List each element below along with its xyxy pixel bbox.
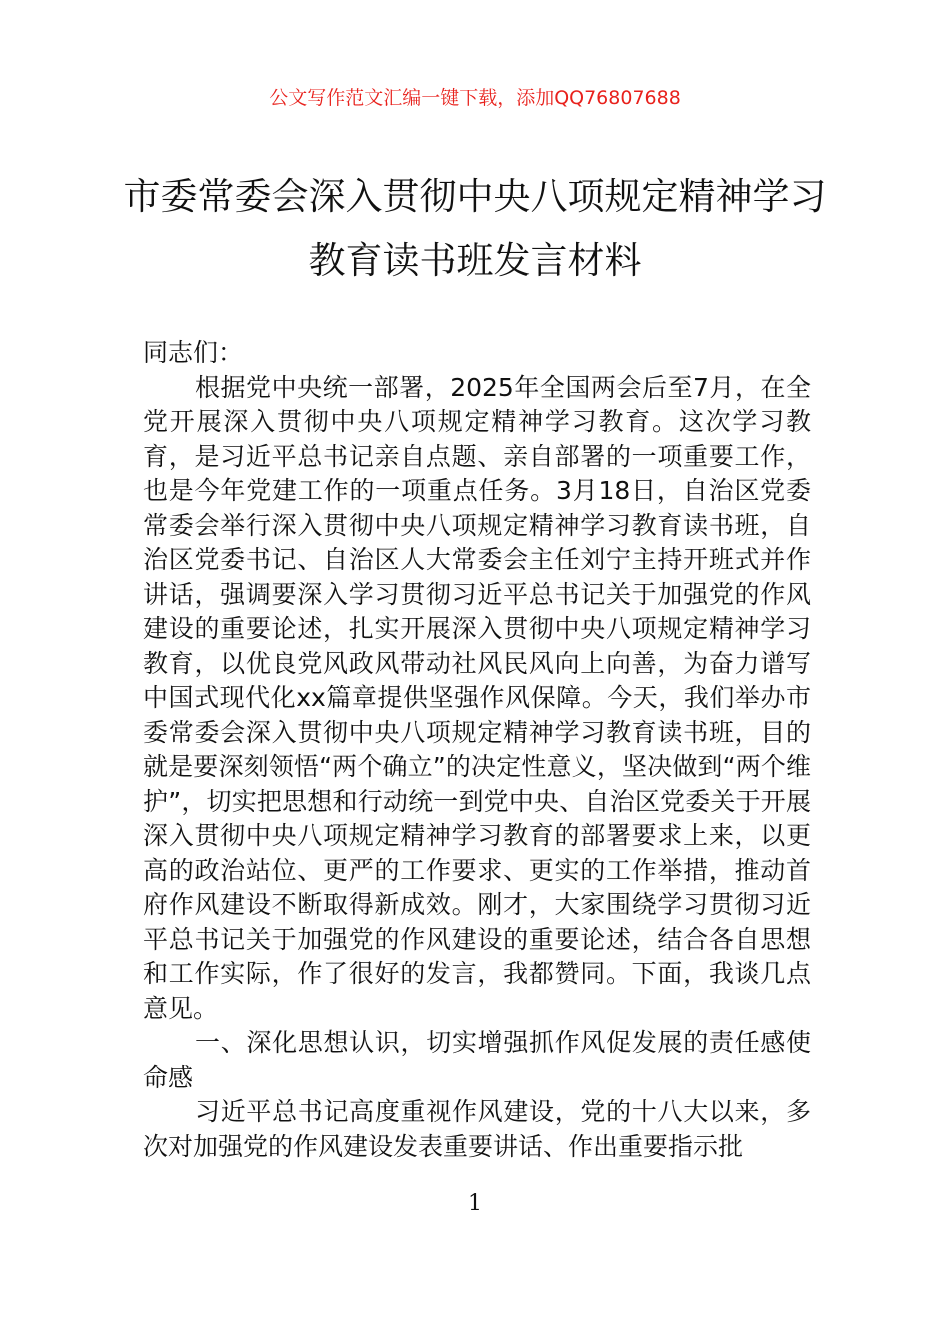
body-paragraph-1: 根据党中央统一部署，2025年全国两会后至7月，在全党开展深入贯彻中央八项规定精神学习教育。这次学习教育，是习近平总书记亲自点题、亲自部署的一项重要工作，也是今年党建工作的一项重点任务。3月18日，自治区党委常委会举行深入贯彻中央八项规定精神学习教育读书班，自治区党委书记、自治区人大常委会主任刘宁主持开班式并作讲话，强调要深入学习贯彻习近平总书记关于加强党的作风建设的重要论述，扎实开展深入贯彻中央八项规定精神学习教育，以优良党风政风带动社风民风向上向善，为奋力谱写中国式现代化xx篇章提供坚强作风保障。今天，我们举办市委常委会深入贯彻中央八项规定精神学习教育读书班，目的就是要深刻领悟“两个确立”的决定性意义，坚决做到“两个维护”，切实把思想和行动统一到党中央、自治区党委关于开展深入贯彻中央八项规定精神学习教育的部署要求上来，以更高的政治站位、更严的工作要求、更实的工作举措，推动首府作风建设不断取得新成效。刚才，大家围绕学习贯彻习近平总书记关于加强党的作风建设的重要论述，结合各自思想和工作实际，作了很好的发言，我都赞同。下面，我谈几点意见。 bbox=[143, 372, 811, 1023]
section-paragraph-1: 习近平总书记高度重视作风建设，党的十八大以来，多次对加强党的作风建设发表重要讲话、作出重要指示批 bbox=[143, 1097, 811, 1161]
page-number: 1 bbox=[468, 1191, 482, 1216]
salutation: 同志们： bbox=[143, 338, 244, 367]
document-body bbox=[143, 336, 811, 1164]
document-title: 市委常委会深入贯彻中央八项规定精神学习教育读书班发言材料 bbox=[123, 175, 827, 282]
section-heading-1: 一、深化思想认识，切实增强抓作风促发展的责任感使命感 bbox=[143, 1028, 811, 1092]
download-notice: 公文写作范文汇编一键下载，添加QQ76807688 bbox=[269, 87, 681, 109]
